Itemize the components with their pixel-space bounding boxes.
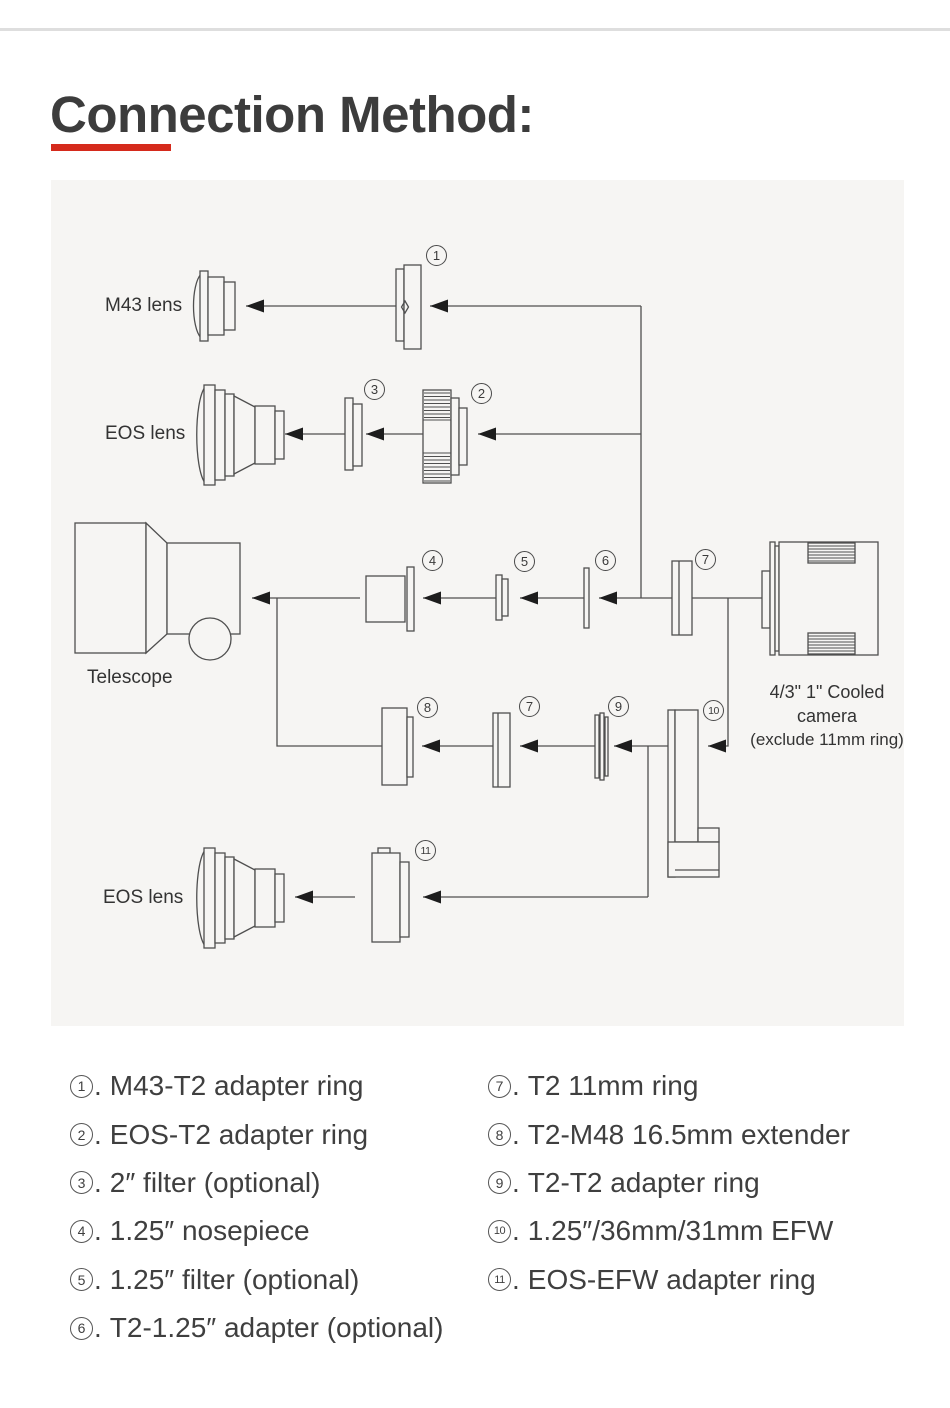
legend-item-separator: . <box>512 1215 520 1247</box>
legend-item-number: 6 <box>70 1317 93 1340</box>
page-title: Connection Method: <box>50 86 534 143</box>
legend-item-text: EOS-T2 adapter ring <box>109 1118 369 1150</box>
eos-lens-drawing-top <box>197 385 284 485</box>
connection-diagram-panel <box>51 180 904 1026</box>
callout-6: 6 <box>595 550 616 571</box>
legend-item-number: 7 <box>488 1075 511 1098</box>
part-3-2in-filter <box>345 398 362 470</box>
eos-lens-drawing-bottom <box>197 848 284 948</box>
legend-item-separator: . <box>512 1166 520 1198</box>
legend-item-separator: . <box>94 1166 102 1198</box>
legend-item-text: T2-T2 adapter ring <box>527 1166 760 1198</box>
top-divider <box>0 28 950 31</box>
legend-item <box>70 1256 443 1304</box>
part-11-eos-efw-adapter <box>372 848 409 942</box>
callout-7b: 7 <box>519 696 540 717</box>
callout-1: 1 <box>426 245 447 266</box>
legend-item-text: EOS-EFW adapter ring <box>527 1263 816 1295</box>
part-5-125-filter <box>496 575 508 620</box>
legend-item-number: 2 <box>70 1123 93 1146</box>
callout-10: 10 <box>703 700 724 721</box>
eos-lens-bottom-label: EOS lens <box>103 887 184 908</box>
legend-item-number: 3 <box>70 1171 93 1194</box>
part-1-m43-t2-ring <box>396 265 421 349</box>
title-underline <box>51 144 171 151</box>
legend-item-number: 8 <box>488 1123 511 1146</box>
callout-8: 8 <box>417 697 438 718</box>
part-6-t2-125-adapter <box>584 568 589 628</box>
part-9-t2-t2-ring <box>595 713 608 780</box>
legend-item-separator: . <box>94 1118 102 1150</box>
legend-item-number: 10 <box>488 1220 511 1243</box>
callout-2: 2 <box>471 383 492 404</box>
telescope-drawing <box>75 523 240 660</box>
legend-item <box>70 1110 443 1158</box>
part-2-eos-t2-ring <box>423 390 467 483</box>
m43-lens-drawing <box>194 271 236 341</box>
camera-label <box>739 680 915 752</box>
legend-item-text: T2 11mm ring <box>527 1070 699 1102</box>
legend-item-text: T2-1.25″ adapter (optional) <box>109 1312 444 1344</box>
part-8-t2-m48-extender <box>382 708 413 785</box>
legend-item-separator: . <box>512 1070 520 1102</box>
legend-item-text: 1.25″ filter (optional) <box>109 1263 360 1295</box>
legend-item-text: 1.25″ nosepiece <box>109 1215 310 1247</box>
legend-item <box>70 1062 443 1110</box>
callout-5: 5 <box>514 551 535 572</box>
legend-item-text: M43-T2 adapter ring <box>109 1070 364 1102</box>
legend-item-number: 11 <box>488 1268 511 1291</box>
legend-item-separator: . <box>94 1263 102 1295</box>
callout-7: 7 <box>695 549 716 570</box>
telescope-label: Telescope <box>87 667 173 688</box>
legend-item-separator: . <box>512 1118 520 1150</box>
legend-column-left <box>70 1062 443 1352</box>
cooled-camera-drawing <box>762 542 878 655</box>
callout-9: 9 <box>608 696 629 717</box>
legend-item-separator: . <box>94 1070 102 1102</box>
m43-lens-label: M43 lens <box>105 295 183 316</box>
part-4-nosepiece <box>366 567 414 631</box>
legend-item-text: 1.25″/36mm/31mm EFW <box>527 1215 834 1247</box>
part-7b-t2-11mm-ring <box>493 713 510 787</box>
legend-item <box>488 1062 850 1110</box>
callout-4: 4 <box>422 550 443 571</box>
callout-3: 3 <box>364 379 385 400</box>
legend-item-number: 9 <box>488 1171 511 1194</box>
legend-item-separator: . <box>512 1263 520 1295</box>
legend-item-number: 5 <box>70 1268 93 1291</box>
legend-item <box>70 1304 443 1352</box>
legend-column-right <box>488 1062 850 1304</box>
legend-item <box>488 1256 850 1304</box>
camera-label-line2: (exclude 11mm ring) <box>750 730 904 749</box>
legend-item-number: 4 <box>70 1220 93 1243</box>
legend-item-number: 1 <box>70 1075 93 1098</box>
legend-item-separator: . <box>94 1312 102 1344</box>
legend-item <box>488 1110 850 1158</box>
camera-label-line1: 4/3" 1" Cooled camera <box>769 682 885 726</box>
legend-item-text: T2-M48 16.5mm extender <box>527 1118 850 1150</box>
part-7-t2-11mm-ring <box>672 561 692 635</box>
eos-lens-top-label: EOS lens <box>105 423 186 444</box>
part-10-efw-drawing <box>668 710 719 877</box>
legend-item-separator: . <box>94 1215 102 1247</box>
legend-item <box>488 1207 850 1255</box>
legend-item <box>70 1159 443 1207</box>
legend-item-text: 2″ filter (optional) <box>109 1166 321 1198</box>
legend-item <box>70 1207 443 1255</box>
callout-11: 11 <box>415 840 436 861</box>
legend-item <box>488 1159 850 1207</box>
